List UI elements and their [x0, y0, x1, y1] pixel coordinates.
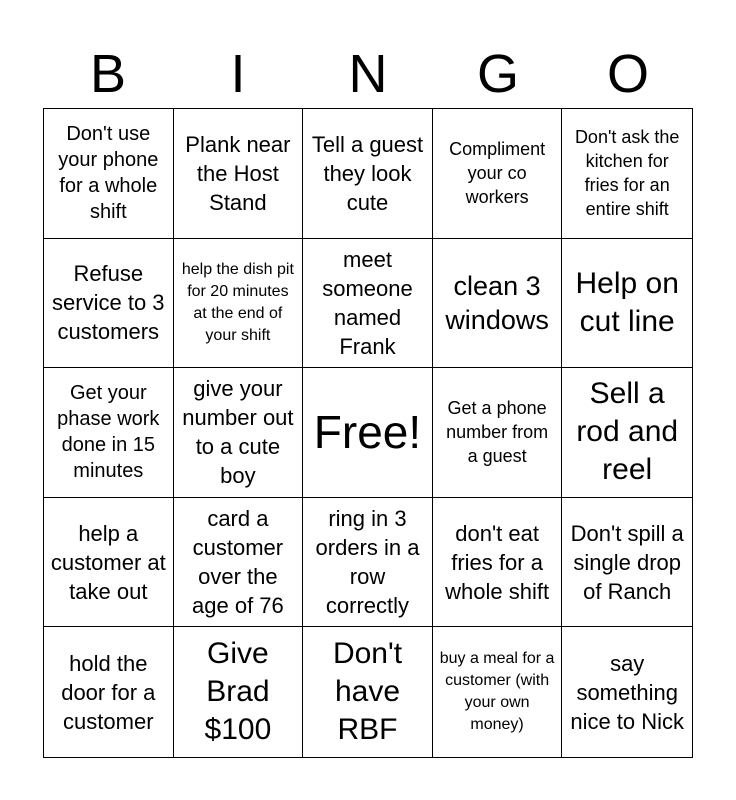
- cell-text: meet someone named Frank: [322, 246, 413, 359]
- bingo-cell[interactable]: [562, 498, 692, 628]
- free-space-cell[interactable]: [303, 368, 433, 498]
- header-letter-b: B: [89, 44, 127, 104]
- cell-text: Don't ask the kitchen for fries for an entire shift: [574, 127, 680, 220]
- bingo-header: [43, 44, 693, 104]
- cell-text: Plank near the Host Stand: [185, 131, 291, 215]
- bingo-cell[interactable]: [174, 498, 304, 628]
- cell-text: say something nice to Nick: [570, 650, 685, 734]
- bingo-cell[interactable]: [303, 498, 433, 628]
- bingo-cell[interactable]: [303, 627, 433, 757]
- cell-text: Get your phase work done in 15 minutes: [57, 382, 160, 483]
- bingo-cell[interactable]: [562, 109, 692, 239]
- free-space-text: Free!: [313, 406, 422, 459]
- cell-text: clean 3 windows: [445, 270, 549, 335]
- bingo-cell[interactable]: [174, 109, 304, 239]
- bingo-cell[interactable]: [44, 368, 174, 498]
- header-letter-g: G: [476, 44, 519, 104]
- bingo-cell[interactable]: [433, 109, 563, 239]
- bingo-cell[interactable]: [433, 368, 563, 498]
- header-letter-i: I: [230, 44, 246, 104]
- cell-text: Compliment your co workers: [449, 139, 546, 208]
- cell-text: ring in 3 orders in a row correctly: [315, 506, 420, 619]
- cell-text: Refuse service to 3 customers: [52, 261, 165, 345]
- bingo-cell[interactable]: [433, 627, 563, 757]
- cell-text: Give Brad $100: [204, 637, 272, 747]
- bingo-cell[interactable]: [303, 239, 433, 369]
- bingo-cell[interactable]: [433, 498, 563, 628]
- cell-text: help a customer at take out: [50, 520, 166, 604]
- bingo-cell[interactable]: [562, 368, 692, 498]
- cell-text: help the dish pit for 20 minutes at the end of your shift: [181, 260, 294, 344]
- cell-text: Tell a guest they look cute: [311, 131, 424, 215]
- bingo-cell[interactable]: [562, 627, 692, 757]
- bingo-cell[interactable]: [174, 627, 304, 757]
- cell-text: Get a phone number from a guest: [446, 398, 549, 467]
- bingo-cell[interactable]: [44, 498, 174, 628]
- bingo-cell[interactable]: [44, 239, 174, 369]
- cell-text: Don't have RBF: [332, 637, 403, 747]
- cell-text: don't eat fries for a whole shift: [445, 520, 550, 604]
- cell-text: Don't use your phone for a whole shift: [58, 123, 159, 224]
- bingo-cell[interactable]: [174, 368, 304, 498]
- cell-text: Sell a rod and reel: [576, 377, 679, 487]
- header-letter-n: N: [348, 44, 388, 104]
- bingo-cell[interactable]: [44, 109, 174, 239]
- bingo-cell[interactable]: [303, 109, 433, 239]
- cell-text: Don't spill a single drop of Ranch: [570, 520, 684, 604]
- header-letter-o: O: [606, 44, 649, 104]
- cell-text: hold the door for a customer: [61, 650, 156, 734]
- bingo-cell[interactable]: [433, 239, 563, 369]
- bingo-card-grid: [43, 108, 693, 758]
- cell-text: card a customer over the age of 76: [192, 506, 284, 619]
- bingo-cell[interactable]: [44, 627, 174, 757]
- bingo-cell[interactable]: [174, 239, 304, 369]
- cell-text: buy a meal for a customer (with your own money): [439, 650, 555, 734]
- cell-text: give your number out to a cute boy: [182, 376, 294, 489]
- cell-text: Help on cut line: [575, 266, 679, 338]
- bingo-cell[interactable]: [562, 239, 692, 369]
